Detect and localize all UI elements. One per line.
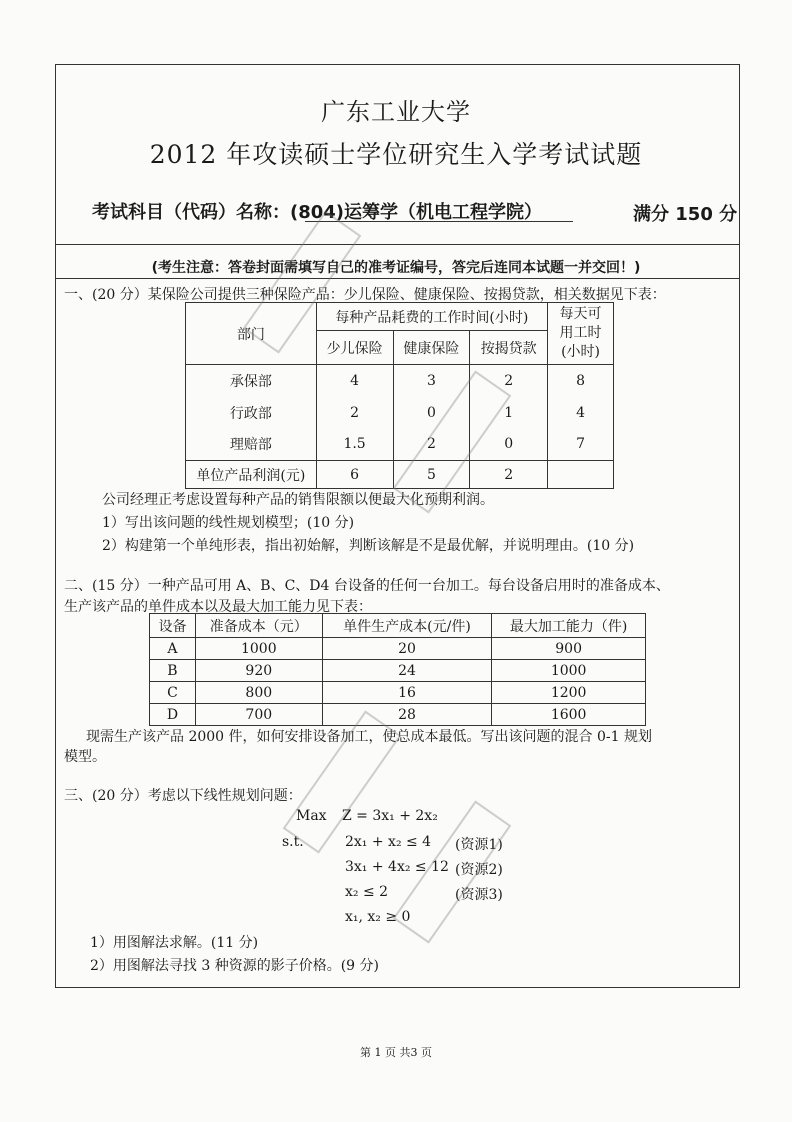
table-row: 理赔部 1.5 2 0 7 <box>186 429 614 461</box>
q3-sub2: 2）用图解法寻找 3 种资源的影子价格。(9 分) <box>90 958 379 974</box>
table-row: B 920 24 1000 <box>150 660 646 682</box>
divider <box>55 244 740 245</box>
q2-intro-line2: 生产该产品的单件成本以及最大加工能力见下表： <box>64 599 372 615</box>
exam-notice: (考生注意：答卷封面需填写自己的准考证编号，答完后连同本试题一并交回！) <box>151 260 641 276</box>
q1-sub2: 2）构建第一个单纯形表，指出初始解，判断该解是不是最优解，并说明理由。(10 分) <box>102 538 635 554</box>
q3-intro: 三、(20 分）考虑以下线性规划问题： <box>64 788 302 804</box>
q2-task-line2: 模型。 <box>64 749 106 765</box>
subject-underline <box>305 221 573 222</box>
page-number: 第 1 页 共3 页 <box>360 1046 432 1059</box>
q1-intro: 一、(20 分）某保险公司提供三种保险产品：少儿保险、健康保险、按揭贷款，相关数据见下表： <box>64 287 666 303</box>
table-row: A 1000 20 900 <box>150 638 646 660</box>
full-mark: 满分 150 分 <box>633 204 738 225</box>
constraint-expr: 3x₁ + 4x₂ ≤ 12 <box>345 859 449 875</box>
st-label: s.t. <box>282 834 304 850</box>
table-row: 行政部 2 0 1 4 <box>186 397 614 429</box>
q3-sub1: 1）用图解法求解。(11 分) <box>90 935 259 951</box>
constraint-expr: x₁, x₂ ≥ 0 <box>345 909 411 925</box>
product-header: 少儿保险 <box>316 331 393 365</box>
available-header: 每天可 用工时 (小时) <box>548 303 614 365</box>
divider <box>55 278 740 279</box>
dept-header: 部门 <box>186 303 317 365</box>
product-header: 按揭贷款 <box>470 331 548 365</box>
max-label: Max <box>296 808 327 824</box>
exam-title: 2012 年攻读硕士学位研究生入学考试试题 <box>149 140 643 169</box>
table-row: 承保部 4 3 2 8 <box>186 365 614 397</box>
q1-sub1: 1）写出该问题的线性规划模型；(10 分) <box>102 515 355 531</box>
q2-table <box>149 613 646 726</box>
constraint-note: (资源2) <box>455 862 503 878</box>
subject-label: 考试科目（代码）名称： <box>92 202 290 223</box>
constraint-expr: x₂ ≤ 2 <box>345 884 389 900</box>
time-header: 每种产品耗费的工作时间(小时) <box>316 303 547 331</box>
table-row: C 800 16 1200 <box>150 682 646 704</box>
constraint-expr: 2x₁ + x₂ ≤ 4 <box>345 834 432 850</box>
q2-intro-line1: 二、(15 分）一种产品可用 A、B、C、D4 台设备的任何一台加工。每台设备启用时的准备成本、 <box>64 578 670 594</box>
constraint-note: (资源1) <box>455 837 503 853</box>
objective-function: Z = 3x₁ + 2x₂ <box>342 808 438 824</box>
table-header-row: 设备 准备成本（元） 单件生产成本(元/件) 最大加工能力（件) <box>150 614 646 638</box>
q1-statement: 公司经理正考虑设置每种产品的销售限额以便最大化预期利润。 <box>102 492 494 508</box>
q2-task-line1: 现需生产该产品 2000 件，如何安排设备加工，使总成本最低。写出该问题的混合 0-1 规划 <box>86 729 652 745</box>
subject-code-name: (804)运筹学（机电工程学院） <box>290 202 543 223</box>
table-row: D 700 28 1600 <box>150 704 646 726</box>
university-name: 广东工业大学 <box>321 98 471 126</box>
constraint-note: (资源3) <box>455 887 503 903</box>
table-row: 单位产品利润(元) 6 5 2 <box>186 461 614 489</box>
product-header: 健康保险 <box>393 331 470 365</box>
